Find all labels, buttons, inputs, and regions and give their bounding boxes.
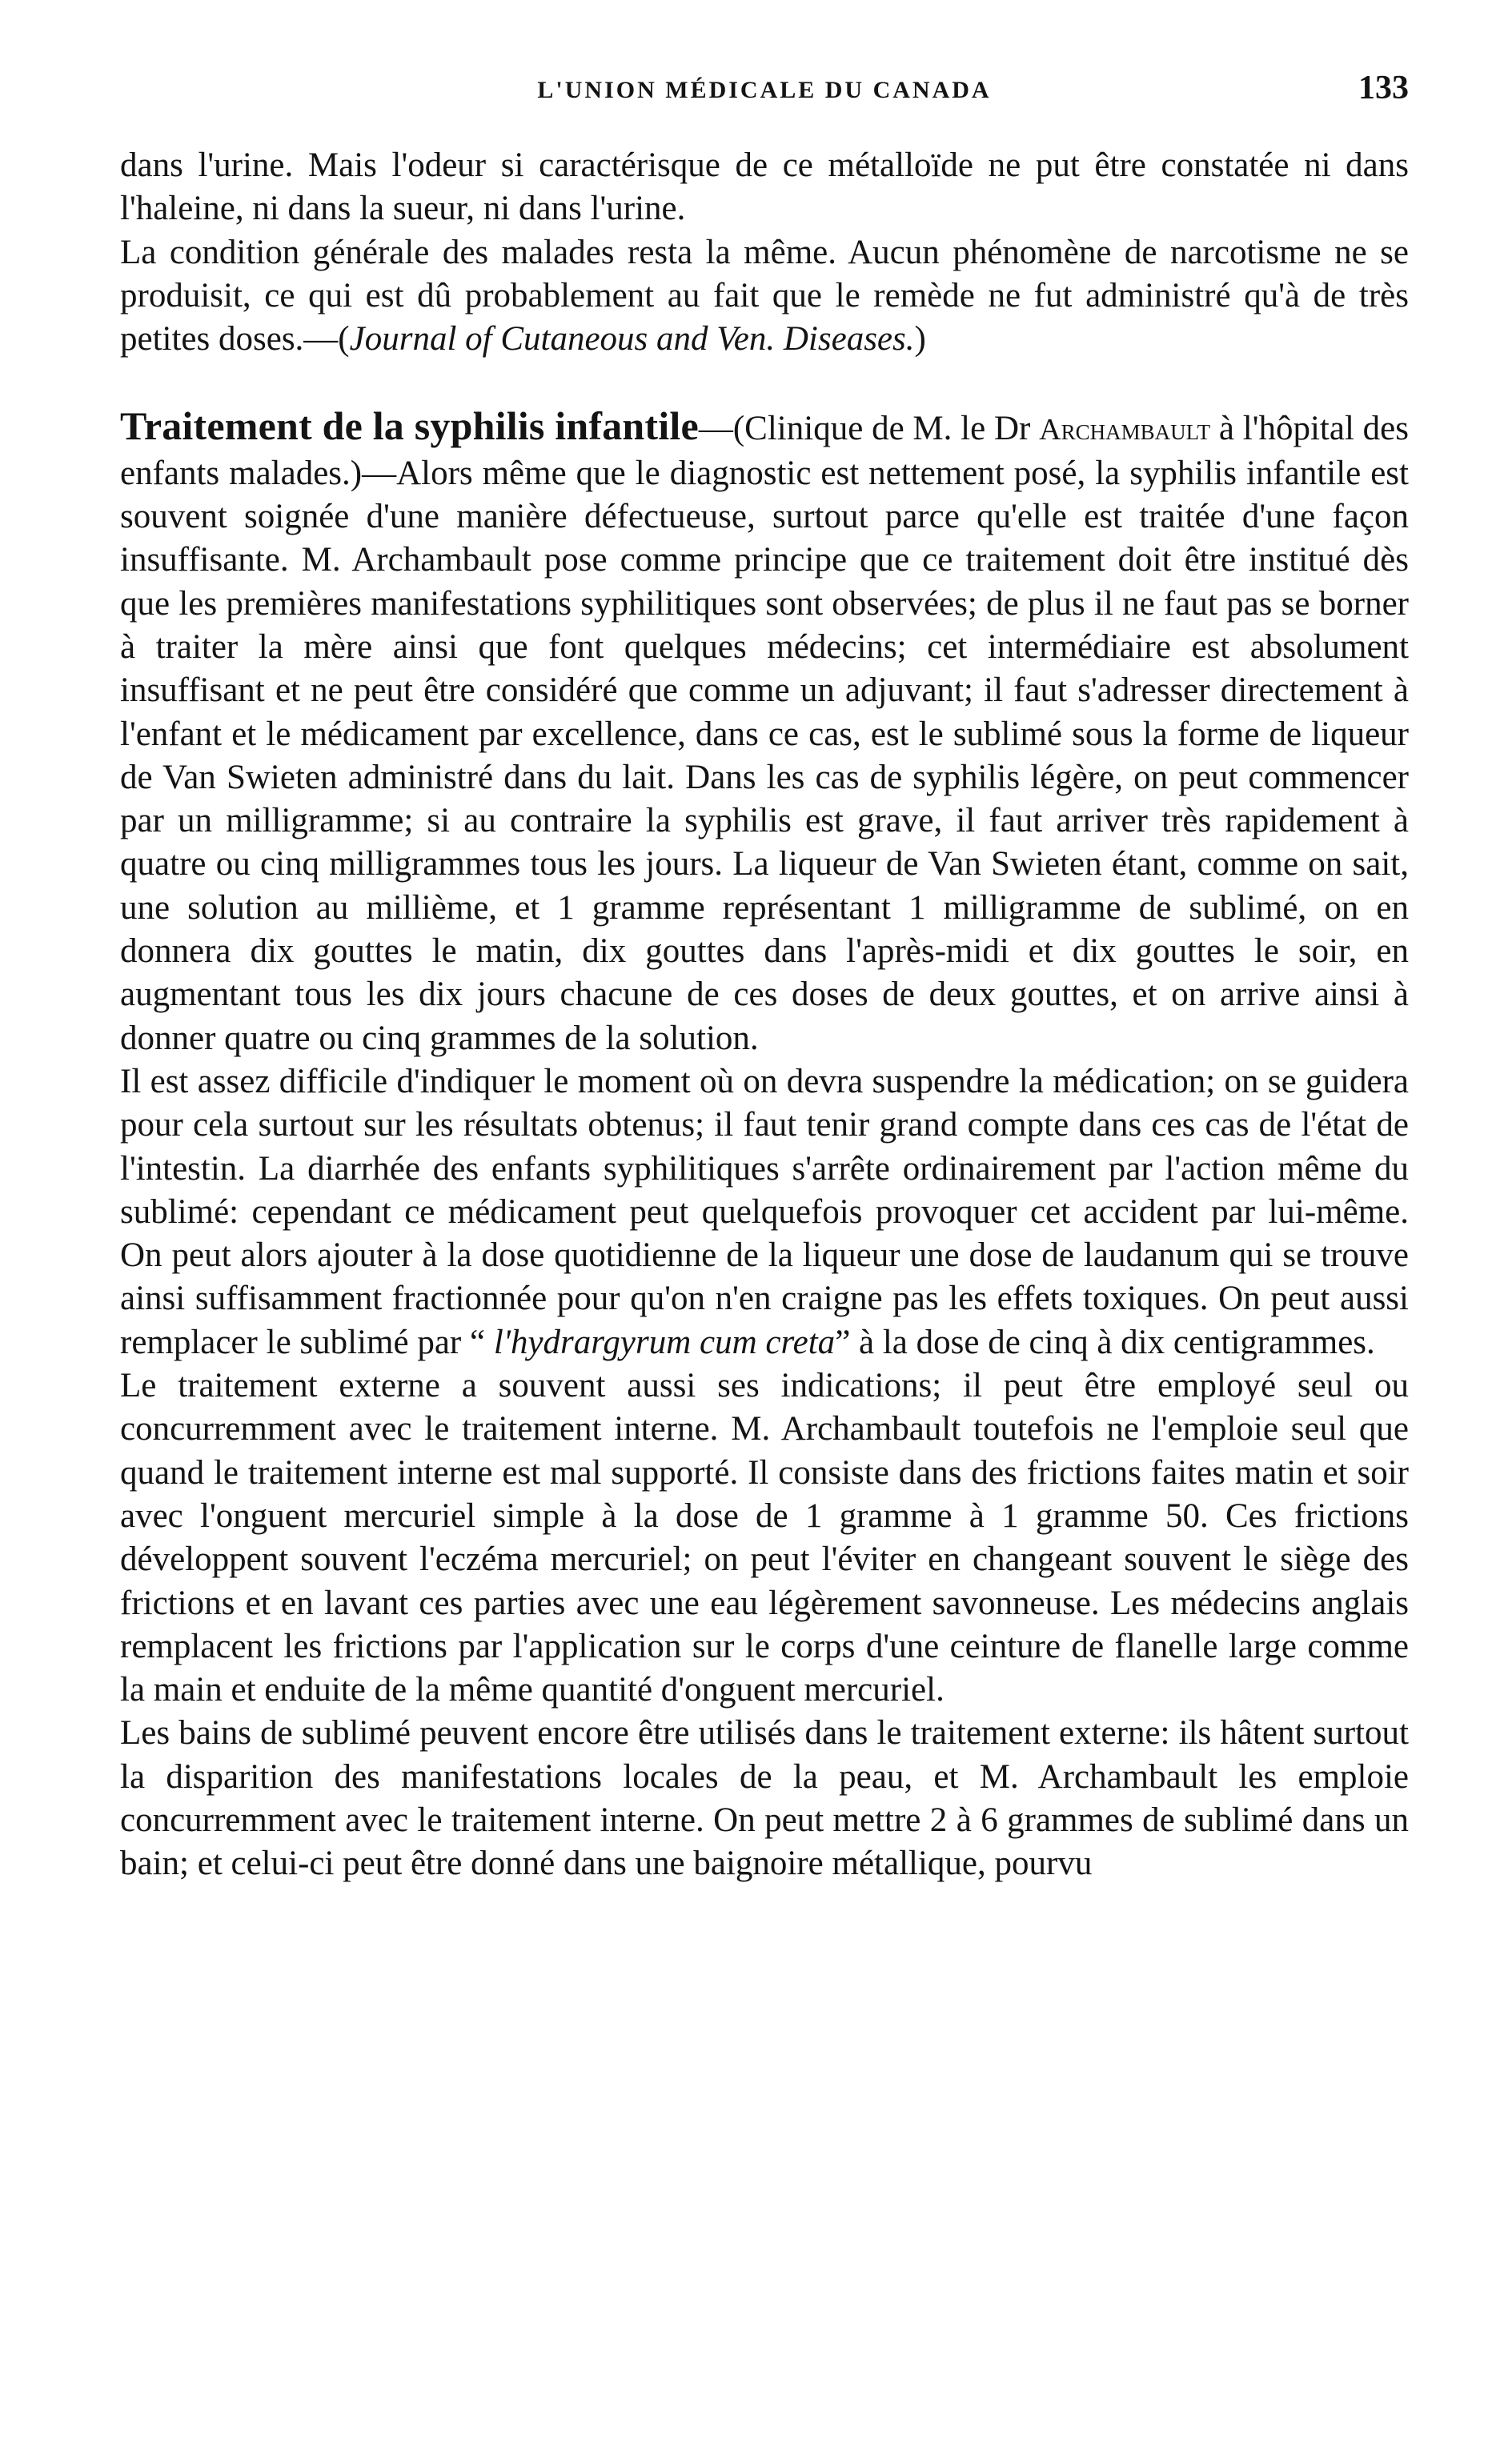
paragraph-general-condition bbox=[120, 231, 1409, 362]
paragraph-text: ” à la dose de cinq à dix centigrammes. bbox=[835, 1323, 1375, 1361]
paragraph-text: Il est assez difficile d'indiquer le moment où on devra suspendre la médication; on se guidera pour cela surtout sur les résultats obtenus; il faut tenir grand compte dans ces cas de l'état de l'intestin. La diarrhée des enfants syphilitiques s'arrête ordinairement par l'action même du sublimé: cependant ce médicament peut quelquefois provoquer cet accident par lui-même. On peut alors ajouter à la dose quotidienne de la liqueur une dose de laudanum qui se trouve ainsi suffisamment fractionnée pour qu'on n'en craigne pas les effets toxiques. On peut aussi remplacer le sublimé par “ bbox=[120, 1062, 1409, 1361]
physician-name: Archambault bbox=[1039, 413, 1211, 447]
running-head bbox=[120, 64, 1409, 112]
article-body bbox=[120, 144, 1409, 1886]
document-page bbox=[120, 64, 1409, 1886]
paragraph-sublimate-baths bbox=[120, 1712, 1409, 1885]
section-heading: Traitement de la syphilis infantile bbox=[120, 403, 699, 449]
paragraph-medication bbox=[120, 1060, 1409, 1364]
paragraph-continuation bbox=[120, 144, 1409, 231]
paragraph-text: Les bains de sublimé peuvent encore être utilisés dans le traitement externe: ils hâtent surtout la disparition des manifestations locales de la peau, et M. Archambault les emploie concurremment avec le traitement interne. On peut mettre 2 à 6 grammes de sublimé dans un bain; et celui-ci peut être donné dans une baignoire métallique, pourvu bbox=[120, 1714, 1409, 1883]
paragraph-external-treatment bbox=[120, 1364, 1409, 1712]
paragraph-text: —(Clinique de M. le Dr bbox=[698, 410, 1040, 448]
paragraph-text: La condition générale des malades resta la même. Aucun phénomène de narcotisme ne se produisit, ce qui est dû probablement au fait que le remède ne fut administré qu'à de très petites doses.—( bbox=[120, 233, 1409, 359]
paragraph-text: à l'hôpital des enfants malades.)—Alors même que le diagnostic est nettement posé, la syphilis infantile est souvent soignée d'une manière défectueuse, surtout parce qu'elle est traitée d'une façon insuffisante. M. Archambault pose comme principe que ce traitement doit être institué dès que les premières manifestations syphilitiques sont observées; de plus il ne faut pas se borner à traiter la mère ainsi que font quelques médecins; cet intermédiaire est absolument insuffisant et ne peut être considéré que comme un adjuvant; il faut s'adresser directement à l'enfant et le médicament par excellence, dans ce cas, est le sublimé sous la forme de liqueur de Van Swieten administré dans du lait. Dans les cas de syphilis légère, on peut commencer par un milligramme; si au contraire la syphilis est grave, il faut arriver très rapidement à quatre ou cinq milligrammes tous les jours. La liqueur de Van Swieten étant, comme on sait, une solution au millième, et 1 gramme représentant 1 milligramme de sublimé, on en donnera dix gouttes le matin, dix gouttes dans l'après-midi et dix gouttes le soir, en augmentant tous les dix jours chacune de ces doses de deux gouttes, et on arrive ainsi à donner quatre ou cinq grammes de la solution. bbox=[120, 410, 1409, 1057]
journal-citation: Journal of Cutaneous and Ven. Diseases. bbox=[349, 320, 915, 359]
paragraph-text: Le traitement externe a souvent aussi ses indications; il peut être employé seul ou concurremment avec le traitement interne. M. Archambault toutefois ne l'emploie seul que quand le traitement interne est mal supporté. Il consiste dans des frictions faites matin et soir avec l'onguent mercuriel simple à la dose de 1 gramme à 1 gramme 50. Ces frictions développent souvent l'eczéma mercuriel; on peut l'éviter en changeant souvent le siège des frictions et en lavant ces parties avec une eau légèrement savonneuse. Les médecins anglais remplacent les frictions par l'application sur le corps d'une ceinture de flanelle large comme la main et enduite de la même quantité d'onguent mercuriel. bbox=[120, 1367, 1409, 1709]
paragraph-text: ) bbox=[914, 320, 926, 359]
paragraph-text: dans l'urine. Mais l'odeur si caractérisque de ce métalloïde ne put être constatée ni dans l'haleine, ni dans la sueur, ni dans l'urine. bbox=[120, 146, 1409, 228]
running-title: L'UNION MÉDICALE DU CANADA bbox=[537, 77, 992, 103]
latin-term: l'hydrargyrum cum creta bbox=[493, 1323, 836, 1361]
paragraph-infantile-syphilis bbox=[120, 404, 1409, 1060]
page-number: 133 bbox=[1358, 70, 1409, 106]
